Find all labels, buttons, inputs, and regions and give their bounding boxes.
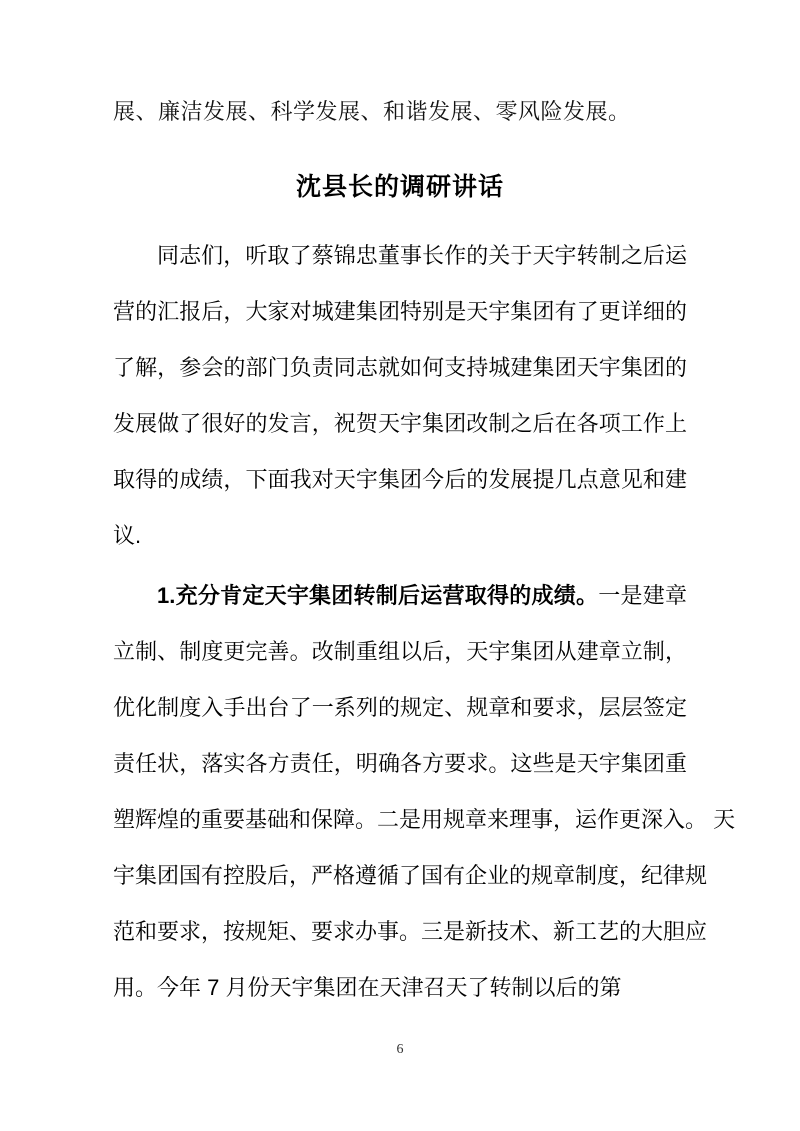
text-line: 宇集团国有控股后，严格遵循了国有企业的规章制度，纪律规	[113, 863, 708, 888]
text-line: 议.	[113, 523, 142, 548]
text-line: 用。今年 7 月份天宇集团在天津召天了转制以后的第	[113, 975, 622, 1000]
text-line: 立制、制度更完善。改制重组以后，天宇集团从建章立制，	[113, 639, 687, 664]
text-line: 塑辉煌的重要基础和保障。二是用规章来理事，运作更深入。 天	[113, 807, 736, 832]
paragraph-2	[113, 568, 736, 1016]
paragraph-1	[113, 228, 687, 564]
text-line: 取得的成绩，下面我对天宇集团今后的发展提几点意见和建	[113, 467, 687, 492]
text-line: 了解，参会的部门负责同志就如何支持城建集团天宇集团的	[113, 355, 687, 380]
text-line: 营的汇报后，大家对城建集团特别是天宇集团有了更详细的	[113, 299, 687, 324]
paragraph-lead-rest: 一是建章	[598, 583, 687, 608]
text-line: 范和要求，按规矩、要求办事。三是新技术、新工艺的大胆应	[113, 919, 708, 944]
section-title: 沈县长的调研讲话	[295, 173, 504, 201]
text-line: 优化制度入手出台了一系列的规定、规章和要求，层层签定	[113, 695, 687, 720]
paragraph-bold-lead: 1.充分肯定天宇集团转制后运营取得的成绩。	[157, 583, 599, 608]
page-number: 6	[396, 1042, 404, 1057]
carryover-paragraph-line: 展、廉洁发展、科学发展、和谐发展、零风险发展。	[113, 99, 631, 124]
text-line	[113, 568, 687, 624]
text-line: 责任状，落实各方责任，明确各方要求。这些是天宇集团重	[113, 751, 687, 776]
text-line: 发展做了很好的发言，祝贺天宇集团改制之后在各项工作上	[113, 411, 687, 436]
text-line: 同志们，听取了蔡锦忠董事长作的关于天宇转制之后运	[157, 243, 687, 268]
